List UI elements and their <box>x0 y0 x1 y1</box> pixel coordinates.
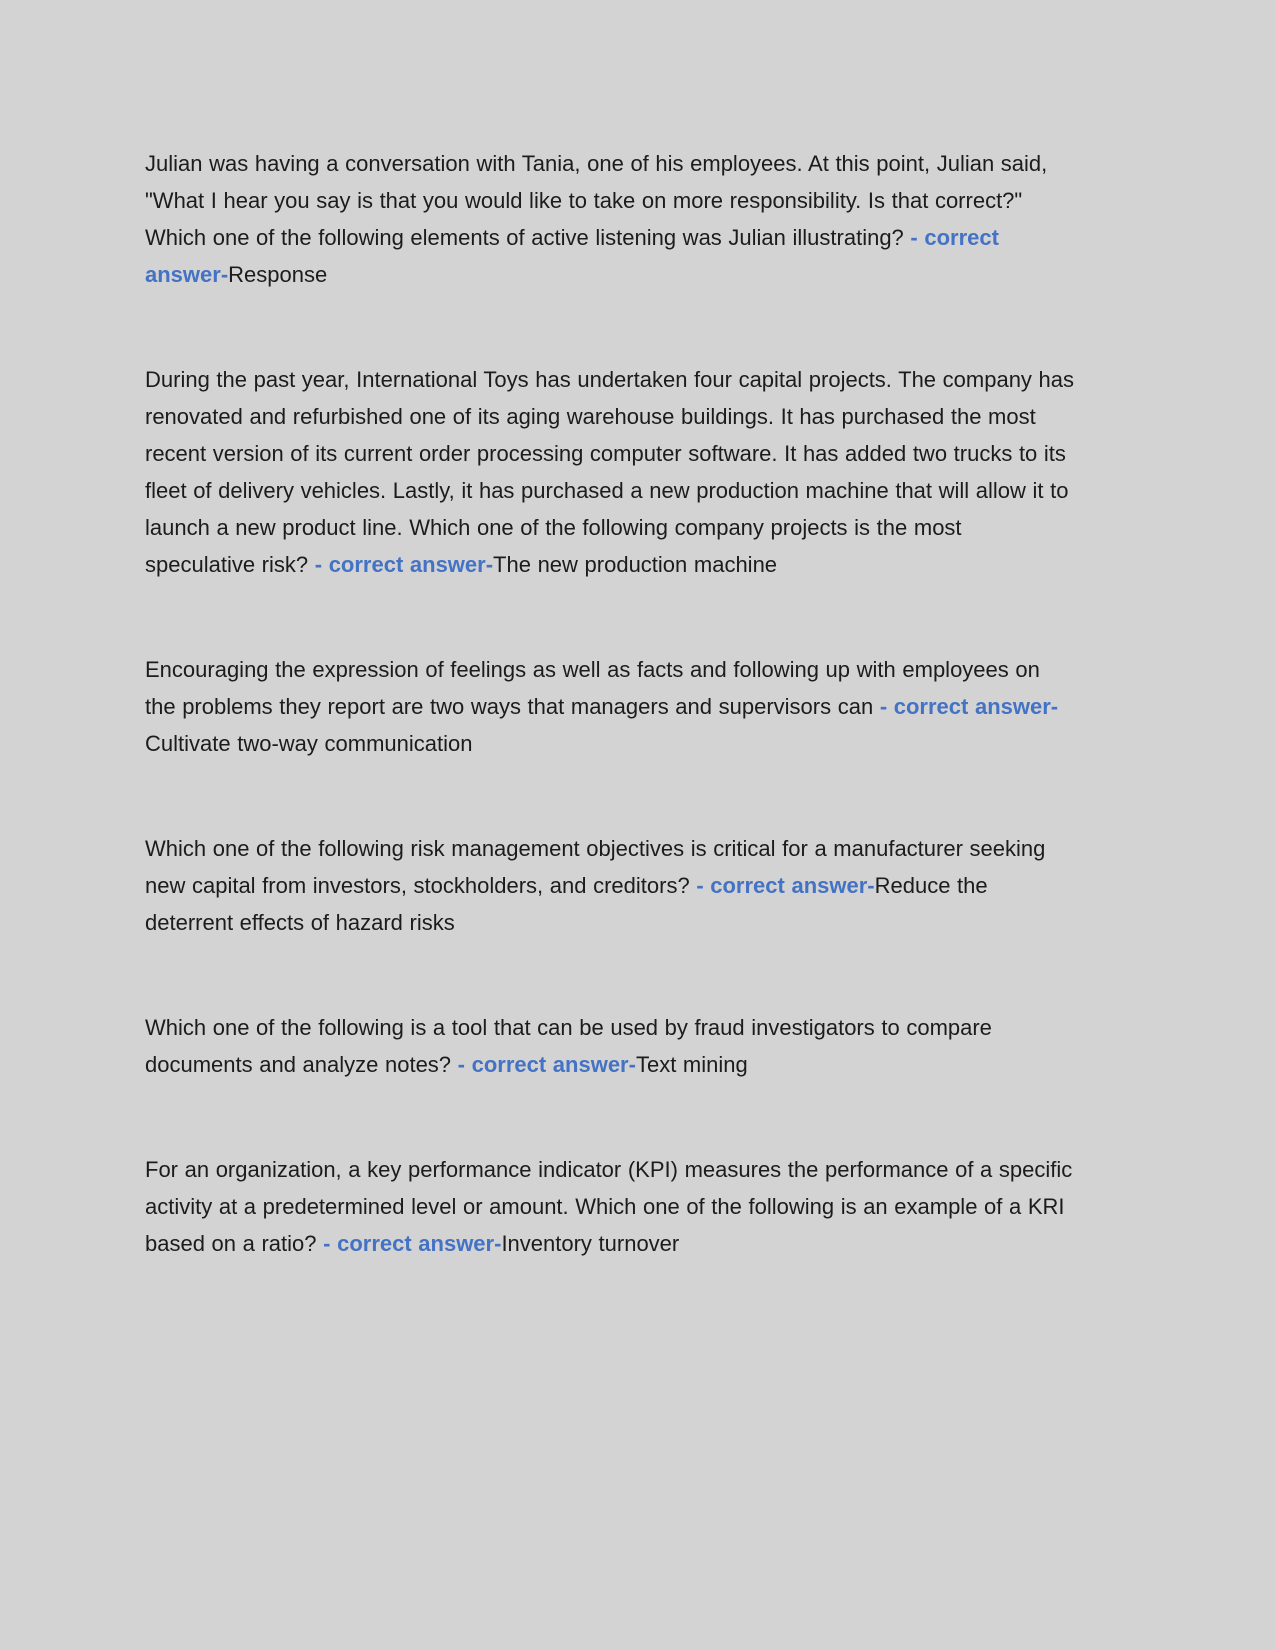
answer-text: Inventory turnover <box>501 1231 680 1256</box>
answer-text: Cultivate two-way communication <box>145 731 473 756</box>
answer-text: Text mining <box>635 1052 748 1077</box>
qa-item <box>145 1009 1075 1083</box>
answer-text: The new production machine <box>493 552 778 577</box>
qa-item <box>145 651 1075 762</box>
answer-text: Response <box>228 262 328 287</box>
qa-item <box>145 830 1075 941</box>
question-text: During the past year, International Toys has undertaken four capital projects. The company has renovated and refurbished one of its aging warehouse buildings. It has purchased the most recent version of its current order processing computer software. It has added two trucks to its fleet of delivery vehicles. Lastly, it has purchased a new production machine that will allow it to launch a new product line. Which one of the following company projects is the most speculative risk? <box>145 367 1075 577</box>
qa-item <box>145 1151 1075 1262</box>
correct-answer-marker: - correct answer- <box>696 873 875 898</box>
question-text: For an organization, a key performance indicator (KPI) measures the performance of a specific activity at a predetermined level or amount. Which one of the following is an example of a KRI based on a ratio? <box>145 1157 1073 1256</box>
qa-item <box>145 145 1075 293</box>
question-text: Which one of the following risk management objectives is critical for a manufacturer seeking new capital from investors, stockholders, and creditors? <box>145 836 1046 898</box>
correct-answer-marker: - correct answer- <box>457 1052 636 1077</box>
correct-answer-marker: - correct answer- <box>323 1231 502 1256</box>
question-text: Julian was having a conversation with Tania, one of his employees. At this point, Julian said, "What I hear you say is that you would like to take on more responsibility. Is that correct?" Which one of the following elements of active listening was Julian illustrating? <box>145 151 1048 250</box>
question-text: Encouraging the expression of feelings as well as facts and following up with employees on the problems they report are two ways that managers and supervisors can <box>145 657 1040 719</box>
correct-answer-marker: - correct answer- <box>314 552 494 577</box>
correct-answer-marker: - correct answer- <box>879 694 1059 719</box>
question-text: Which one of the following is a tool that can be used by fraud investigators to compare documents and analyze notes? <box>145 1015 992 1077</box>
qa-item <box>145 361 1075 583</box>
answer-text: Reduce the deterrent effects of hazard risks <box>145 873 988 935</box>
correct-answer-marker: - correct answer- <box>145 225 999 287</box>
